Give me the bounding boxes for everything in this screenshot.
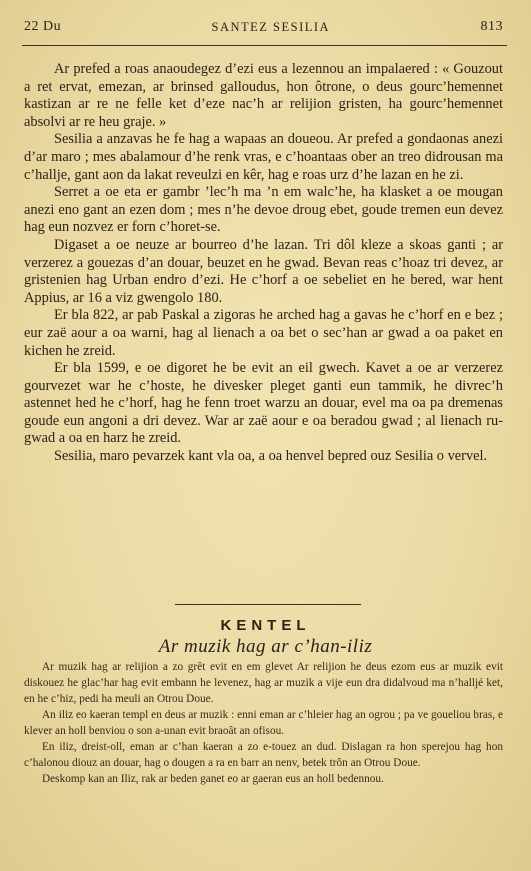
paragraph: Digaset a oe neuze ar bourreo d’he lazan. Tri dôl kleze a skoas ganti ; ar verzerez a gouezas d’an douar, beuzet en he gwad. Bevan reas c’hoaz tri devez, ar gristenien hag Urban endro d’ezi. He c’horf a oe sebeliet en he bered, war hent Appius, ar 16 a viz gwengolo 180.: [24, 236, 503, 306]
paragraph: Sesilia, maro pevarzek kant vla oa, a oa henvel bepred ouz Sesilia o vervel.: [54, 448, 488, 465]
section-subtitle: Ar muzik hag ar c’han-iliz: [158, 636, 373, 657]
paragraph: Sesilia a anzavas he fe hag a wapaas an doueou. Ar prefed a gondaonas anezi d’ar maro ; mes abalamour d’he renk vras, e c’hoantaas ober an treo didrousan ma c’hallje, gant aon da lakat reveulzi en kêr, hag e roas urz d’he lazan en he zi.: [24, 131, 503, 183]
section-divider: [175, 604, 361, 605]
header-title: SANTEZ SESILIA: [211, 19, 331, 34]
paragraph: Ar prefed a roas anaoudegez d’ezi eus a lezennou an impalaered : « Gouzout a ret ervat, emezan, ar brinsed galloudus, hon ôtrone, o deus gourc’hemennet kastizan ar re ne felle ket d’eze nac’h ar relijion gristen, ha gourc’hemennet absolvi ar re heu graje. »: [24, 61, 503, 130]
paragraph: Er bla 1599, e oe digoret he be evit an eil gwech. Kavet a oe ar verzerez gourvezet war he c’hoste, he divesker pleget ganti eun tammik, he divrec’h astennet hed he c’horf, hag he fenn troet warzu an douar, evel ma oa pa dremenas goude eun angoni a dri devez. War ar zaë aour e oa beradou gwad ; al lienach ru-gwad a oa en harz he zreid.: [24, 360, 503, 447]
lesson-paragraph: An iliz eo kaeran templ en deus ar muzik : enni eman ar c’hleier hag an ogrou ; pa ve goueliou bras, e klever an holl benviou o son a-unan evit braoât an ofisou.: [24, 709, 503, 737]
header-rule: [22, 45, 507, 46]
lesson-text: [24, 659, 503, 787]
paragraph: Er bla 822, ar pab Paskal a zigoras he arched hag a gavas he c’horf en e bez ; eur zaë aour a oa warni, hag al lienach a oa bet o sec’han ar gwad a oa paket en kichen he zreid.: [24, 307, 503, 359]
lesson-paragraph: Deskomp kan an Iliz, rak ar beden ganet eo ar gaeran eus an holl bedennou.: [42, 773, 384, 785]
header-date: 22 Du: [24, 19, 62, 34]
lesson-paragraph: Ar muzik hag ar relijion a zo grêt evit en em glevet Ar relijion he deus ezom eus ar muzik evit diskouez he glac’har hag evit embann he levenez, hag ar muzik a vije eun dra didalvoud ma n’halljé ket, en he c’hiz, pedi ha meuli an Otrou Doue.: [24, 661, 503, 705]
lesson-paragraph: En iliz, dreist-oll, eman ar c’han kaeran a zo e-touez an dud. Dislagan ra hon sperejou hag hon c’halonou diouz an douar, hag o dougen a ra en barr an nenv, betek trôn an Otrou Doue.: [24, 741, 503, 769]
paragraph: Serret a oe eta er gambr ’lec’h ma ’n em walc’he, ha klasket a oe mougan anezi eno gant an ezen dom ; mes n’he devoe droug ebet, goude tremen eun devez hag eun nozvez er forn c’horet-se.: [24, 184, 503, 236]
main-text: [24, 61, 503, 466]
running-header: [24, 14, 503, 40]
section-title: KENTEL: [220, 617, 311, 634]
page-number: 813: [480, 19, 503, 34]
